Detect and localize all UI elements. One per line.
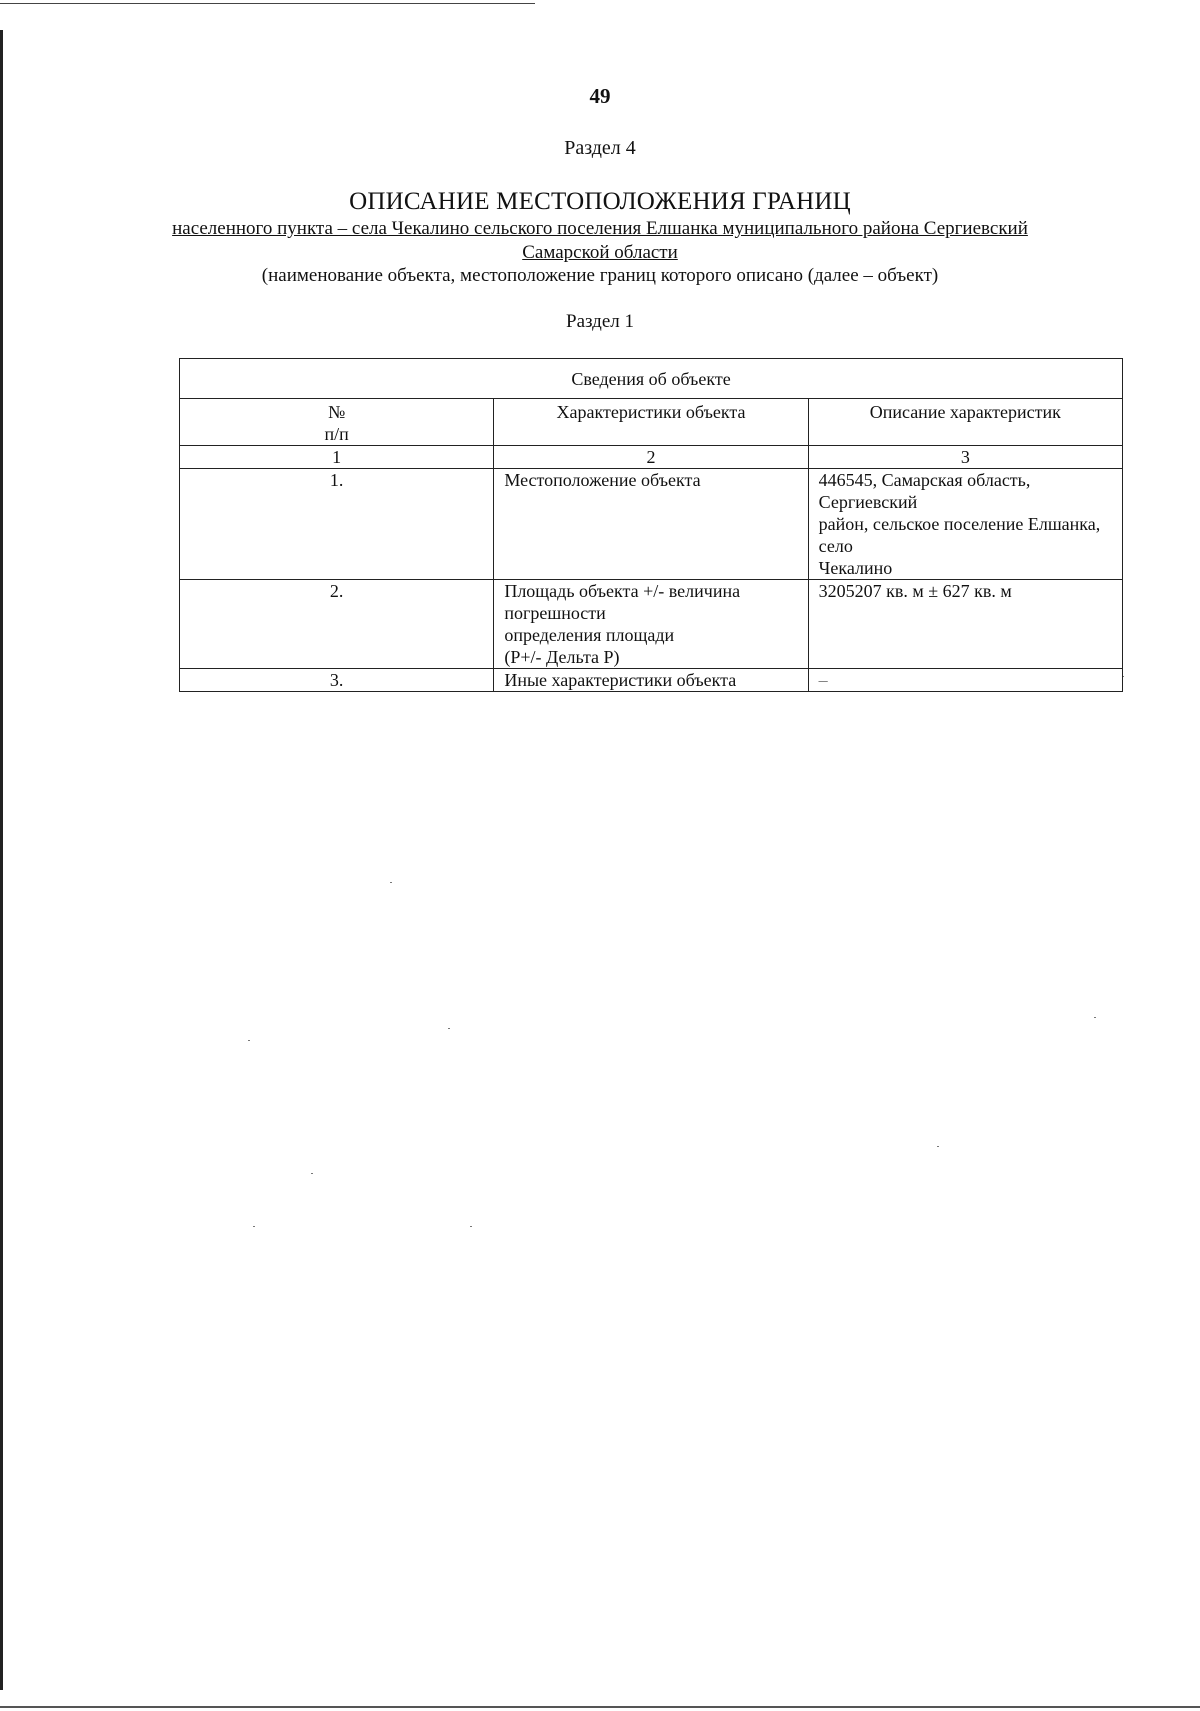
table-row (180, 469, 1123, 580)
row-characteristic: Площадь объекта +/- величина погрешности определения площади (Р+/- Дельта Р) (494, 580, 808, 669)
row-characteristic: Местоположение объекта (494, 469, 808, 580)
column-index: 1 (180, 446, 494, 469)
table-row (180, 669, 1123, 692)
scan-speck (448, 1028, 450, 1029)
object-name-line: Самарской области (522, 242, 678, 263)
column-index: 2 (494, 446, 808, 469)
object-caption: (наименование объекта, местоположение границ которого описано (далее – объект) (261, 265, 939, 286)
table-row (180, 580, 1123, 669)
row-number: 1. (180, 469, 494, 580)
object-info-table (179, 358, 1123, 692)
scan-speck (311, 1173, 313, 1174)
header-description: Описание характеристик (808, 399, 1122, 446)
document-title: ОПИСАНИЕ МЕСТОПОЛОЖЕНИЯ ГРАНИЦ (349, 188, 851, 215)
scan-speck (248, 1040, 250, 1041)
row-description: – (808, 669, 1122, 692)
object-name-line: населенного пункта – села Чекалино сельского поселения Елшанка муниципального района Сергиевский (172, 218, 1028, 239)
scan-edge-line (0, 1706, 1200, 1708)
scan-speck (253, 1226, 255, 1227)
page-number: 49 (589, 84, 611, 108)
header-characteristic: Характеристики объекта (494, 399, 808, 446)
column-index-row (180, 446, 1123, 469)
scan-speck (390, 882, 392, 883)
header-num: № п/п (180, 399, 494, 446)
table-caption: Сведения об объекте (180, 359, 1123, 399)
scan-speck (1094, 1017, 1096, 1018)
row-description: 3205207 кв. м ± 627 кв. м (808, 580, 1122, 669)
row-number: 3. (180, 669, 494, 692)
section-heading: Раздел 4 (564, 137, 636, 159)
table-header-row (180, 399, 1123, 446)
scan-edge-line (0, 3, 535, 4)
column-index: 3 (808, 446, 1122, 469)
row-characteristic: Иные характеристики объекта (494, 669, 808, 692)
scan-speck (470, 1226, 472, 1227)
row-description: 446545, Самарская область, Сергиевский район, сельское поселение Елшанка, село Чекалино (808, 469, 1122, 580)
row-number: 2. (180, 580, 494, 669)
subsection-heading: Раздел 1 (566, 311, 634, 332)
scan-speck (937, 1146, 939, 1147)
